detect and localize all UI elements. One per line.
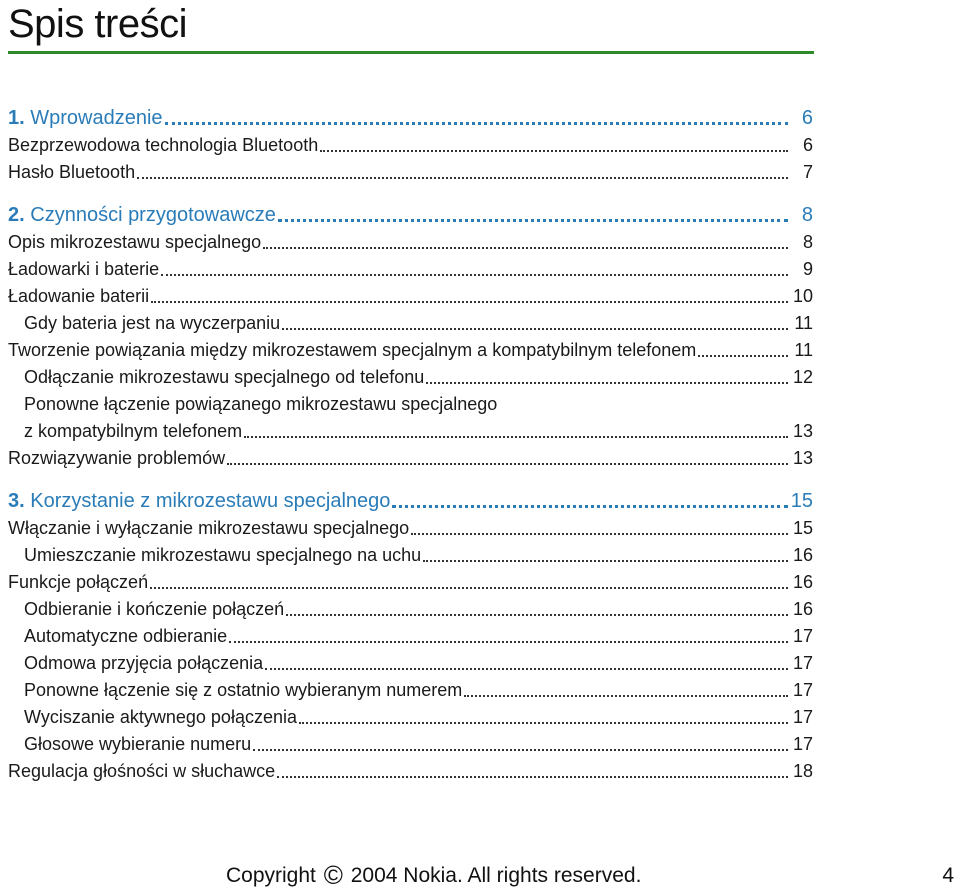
entry-page-number: 16 xyxy=(792,599,813,619)
dot-leader xyxy=(392,495,787,508)
entry-page-number: 9 xyxy=(802,259,813,279)
chapter-title xyxy=(8,490,390,512)
entry-page-number: 17 xyxy=(792,707,813,727)
entry-page-number: 11 xyxy=(794,340,813,360)
dot-leader xyxy=(278,209,788,222)
copyright-prefix: Copyright xyxy=(226,864,316,887)
toc-entry[interactable] xyxy=(8,728,813,755)
chapter-page-number: 15 xyxy=(790,490,813,512)
toc-entry[interactable] xyxy=(8,701,813,728)
chapter-title xyxy=(8,107,163,129)
dot-leader xyxy=(151,291,788,303)
page-number: 4 xyxy=(942,864,954,887)
chapter-title-text: Korzystanie z mikrozestawu specjalnego xyxy=(30,490,391,512)
table-of-contents xyxy=(8,102,813,782)
toc-entry[interactable] xyxy=(8,307,813,334)
copyright-text: 2004 Nokia. All rights reserved. xyxy=(350,864,642,887)
entry-title: Odbieranie i kończenie połączeń xyxy=(24,599,285,619)
entry-title: Funkcje połączeń xyxy=(8,572,149,592)
toc-chapter-heading[interactable] xyxy=(8,485,813,512)
toc-entry[interactable] xyxy=(8,647,813,674)
chapter-number: 3. xyxy=(8,490,25,512)
entry-title: Głosowe wybieranie numeru xyxy=(24,734,252,754)
toc-entry[interactable] xyxy=(8,415,813,442)
chapter-number: 1. xyxy=(8,107,25,129)
entry-title: Gdy bateria jest na wyczerpaniu xyxy=(24,313,281,333)
entry-title: Bezprzewodowa technologia Bluetooth xyxy=(8,135,319,155)
entry-page-number: 16 xyxy=(792,572,813,592)
toc-chapter-heading[interactable] xyxy=(8,199,813,226)
entry-title: Regulacja głośności w słuchawce xyxy=(8,761,276,781)
entry-page-number: 11 xyxy=(794,313,813,333)
entry-page-number: 13 xyxy=(792,421,813,441)
entry-page-number: 16 xyxy=(792,545,813,565)
title-rule xyxy=(8,51,814,54)
entry-page-number: 17 xyxy=(792,680,813,700)
dot-leader xyxy=(150,577,788,589)
entry-page-number: 15 xyxy=(792,518,813,538)
dot-leader xyxy=(426,372,788,384)
entry-title: Odmowa przyjęcia połączenia xyxy=(24,653,264,673)
dot-leader xyxy=(165,112,788,125)
entry-title-continuation: z kompatybilnym telefonem xyxy=(24,421,243,441)
dot-leader xyxy=(411,523,788,535)
chapter-title-text: Czynności przygotowawcze xyxy=(30,204,276,226)
toc-chapter-heading[interactable] xyxy=(8,102,813,129)
toc-entry[interactable] xyxy=(8,512,813,539)
entry-title: Wyciszanie aktywnego połączenia xyxy=(24,707,297,727)
entry-title: Umieszczanie mikrozestawu specjalnego na uchu xyxy=(24,545,422,565)
dot-leader xyxy=(282,318,788,330)
dot-leader xyxy=(286,604,788,616)
dot-leader xyxy=(227,453,788,465)
dot-leader xyxy=(244,426,788,438)
copyright-icon: © xyxy=(323,860,343,890)
chapter-number: 2. xyxy=(8,204,25,226)
dot-leader xyxy=(137,167,788,179)
dot-leader xyxy=(253,739,788,751)
chapter-title-text: Wprowadzenie xyxy=(30,107,163,129)
dot-leader xyxy=(265,658,788,670)
entry-title: Ponowne łączenie się z ostatnio wybieranym numerem xyxy=(24,680,463,700)
toc-entry-line[interactable] xyxy=(8,388,813,415)
dot-leader xyxy=(299,712,788,724)
toc-entry[interactable] xyxy=(8,334,813,361)
entry-page-number: 17 xyxy=(792,734,813,754)
entry-page-number: 6 xyxy=(802,135,813,155)
entry-page-number: 18 xyxy=(792,761,813,781)
entry-page-number: 8 xyxy=(802,232,813,252)
toc-entry[interactable] xyxy=(8,442,813,469)
toc-entry[interactable] xyxy=(8,253,813,280)
toc-entry[interactable] xyxy=(8,361,813,388)
toc-entry[interactable] xyxy=(8,755,813,782)
chapter-title xyxy=(8,204,276,226)
toc-entry[interactable] xyxy=(8,226,813,253)
dot-leader xyxy=(263,237,788,249)
entry-title: Rozwiązywanie problemów xyxy=(8,448,226,468)
entry-title: Włączanie i wyłączanie mikrozestawu specjalnego xyxy=(8,518,410,538)
entry-title: Opis mikrozestawu specjalnego xyxy=(8,232,262,252)
entry-page-number: 10 xyxy=(792,286,813,306)
toc-entry[interactable] xyxy=(8,129,813,156)
dot-leader xyxy=(229,631,788,643)
entry-title: Automatyczne odbieranie xyxy=(24,626,228,646)
dot-leader xyxy=(161,264,788,276)
entry-title: Ponowne łączenie powiązanego mikrozestawu specjalnego xyxy=(24,394,498,414)
toc-entry[interactable] xyxy=(8,156,813,183)
dot-leader xyxy=(320,140,788,152)
dot-leader xyxy=(464,685,788,697)
entry-title: Ładowanie baterii xyxy=(8,286,150,306)
entry-page-number: 12 xyxy=(792,367,813,387)
chapter-page-number: 6 xyxy=(801,107,813,129)
entry-page-number: 17 xyxy=(792,653,813,673)
toc-entry[interactable] xyxy=(8,593,813,620)
entry-title: Ładowarki i baterie xyxy=(8,259,160,279)
entry-title: Tworzenie powiązania między mikrozestawem specjalnym a kompatybilnym telefonem xyxy=(8,340,697,360)
entry-page-number: 7 xyxy=(802,162,813,182)
entry-page-number: 17 xyxy=(792,626,813,646)
dot-leader xyxy=(423,550,788,562)
entry-title: Odłączanie mikrozestawu specjalnego od telefonu xyxy=(24,367,425,387)
entry-title: Hasło Bluetooth xyxy=(8,162,136,182)
dot-leader xyxy=(277,766,788,778)
chapter-page-number: 8 xyxy=(801,204,813,226)
entry-page-number: 13 xyxy=(792,448,813,468)
dot-leader xyxy=(698,345,788,357)
toc-entry[interactable] xyxy=(8,620,813,647)
toc-entry[interactable] xyxy=(8,539,813,566)
page-title: Spis treści xyxy=(8,2,187,46)
copyright-notice xyxy=(226,860,642,890)
toc-entry[interactable] xyxy=(8,674,813,701)
toc-entry[interactable] xyxy=(8,566,813,593)
toc-entry[interactable] xyxy=(8,280,813,307)
